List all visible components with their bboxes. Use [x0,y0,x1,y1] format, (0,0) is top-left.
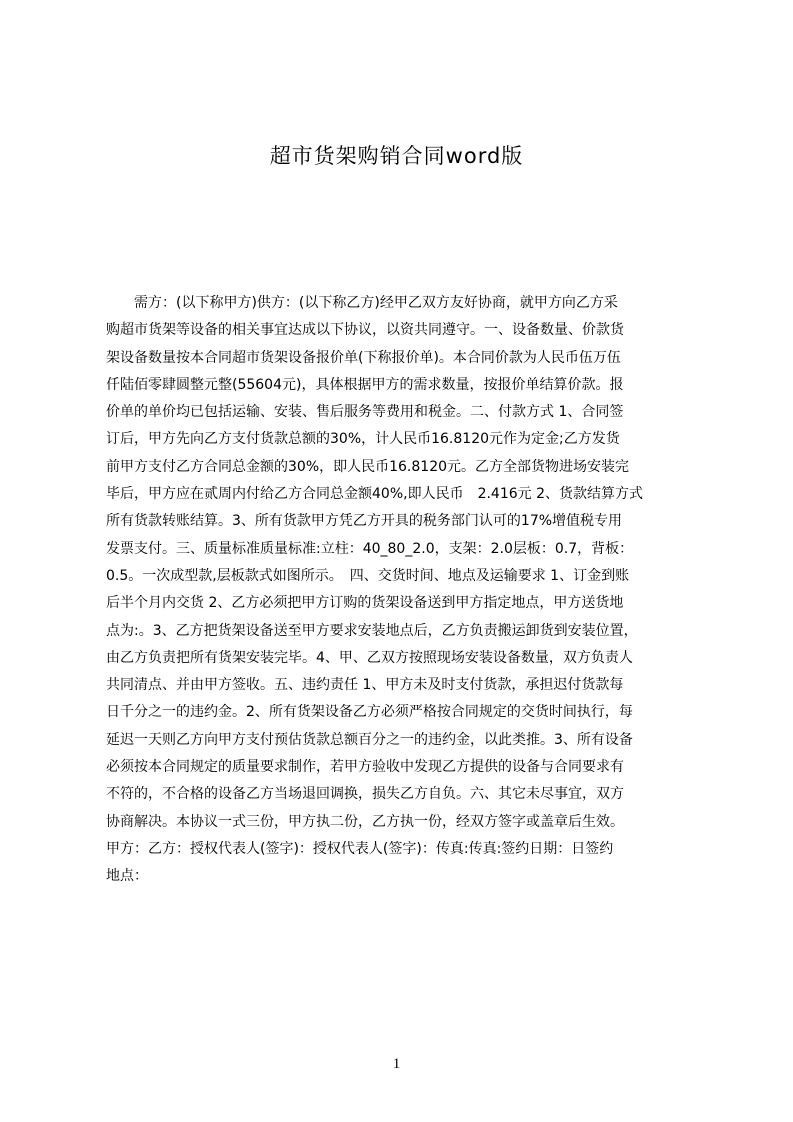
body-line: 购超市货架等设备的相关事宜达成以下协议，以资共同遵守。一、设备数量、价款货 [106,322,624,339]
body-line: 由乙方负责把所有货架安装完毕。4、甲、乙双方按照现场安装设备数量，双方负责人 [106,649,633,666]
page-number: 1 [392,1056,401,1072]
body-line: 协商解决。本协议一式三份，甲方执二份，乙方执一份，经双方签字或盖章后生效。 [106,813,624,830]
body-line: 架设备数量按本合同超市货架设备报价单(下称报价单)。本合同价款为人民币伍万伍 [106,349,621,366]
body-line: 仟陆佰零肆圆整元整(55604元)，具体根据甲方的需求数量，按报价单结算价款。报 [106,376,624,393]
body-line: 共同清点、并由甲方签收。五、违约责任 1、甲方未及时支付货款，承担迟付货款每 [106,677,624,694]
body-line: 延迟一天则乙方向甲方支付预估货款总额百分之一的违约金，以此类推。3、所有设备 [106,731,633,748]
body-line: 发票支付。三、质量标准质量标准:立柱：40_80_2.0，支架：2.0层板：0.7，背板： [106,540,634,557]
body-line: 甲方：乙方：授权代表人(签字)：授权代表人(签字)：传真:传真:签约日期：日签约 [106,840,614,857]
body-line: 订后，甲方先向乙方支付货款总额的30%，计人民币16.8120元作为定金;乙方发货 [106,431,620,448]
body-line: 所有货款转账结算。3、所有货款甲方凭乙方开具的税务部门认可的17%增值税专用 [106,513,623,530]
body-line: 必须按本合同规定的质量要求制作，若甲方验收中发现乙方提供的设备与合同要求有 [106,759,624,776]
body-line: 需方：(以下称甲方)供方：(以下称乙方)经甲乙双方友好协商，就甲方向乙方采 [106,295,618,311]
body-line: 毕后，甲方应在贰周内付给乙方合同总金额40%,即人民币 2.416元 2、货款结算方式 [106,486,644,503]
body-line: 前甲方支付乙方合同总金额的30%，即人民币16.8120元。乙方全部货物进场安装完 [106,458,630,475]
body-line: 点为:。3、乙方把货架设备送至甲方要求安装地点后，乙方负责搬运卸货到安装位置， [106,622,638,639]
body-line: 不符的，不合格的设备乙方当场退回调换，损失乙方自负。六、其它未尽事宜，双方 [106,786,624,803]
body-line: 0.5。一次成型款,层板款式如图所示。 四、交货时间、地点及运输要求 1、订金到账 [106,567,630,584]
body-line: 日千分之一的违约金。2、所有货架设备乙方必须严格按合同规定的交货时间执行，每 [106,704,633,721]
body-line: 后半个月内交货 2、乙方必须把甲方订购的货架设备送到甲方指定地点，甲方送货地 [106,595,624,612]
document-body [106,290,698,891]
body-line: 地点： [106,868,148,885]
body-line: 价单的单价均已包括运输、安装、售后服务等费用和税金。二、付款方式 1、合同签 [106,404,624,421]
document-title: 超市货架购销合同word版 [269,144,524,168]
